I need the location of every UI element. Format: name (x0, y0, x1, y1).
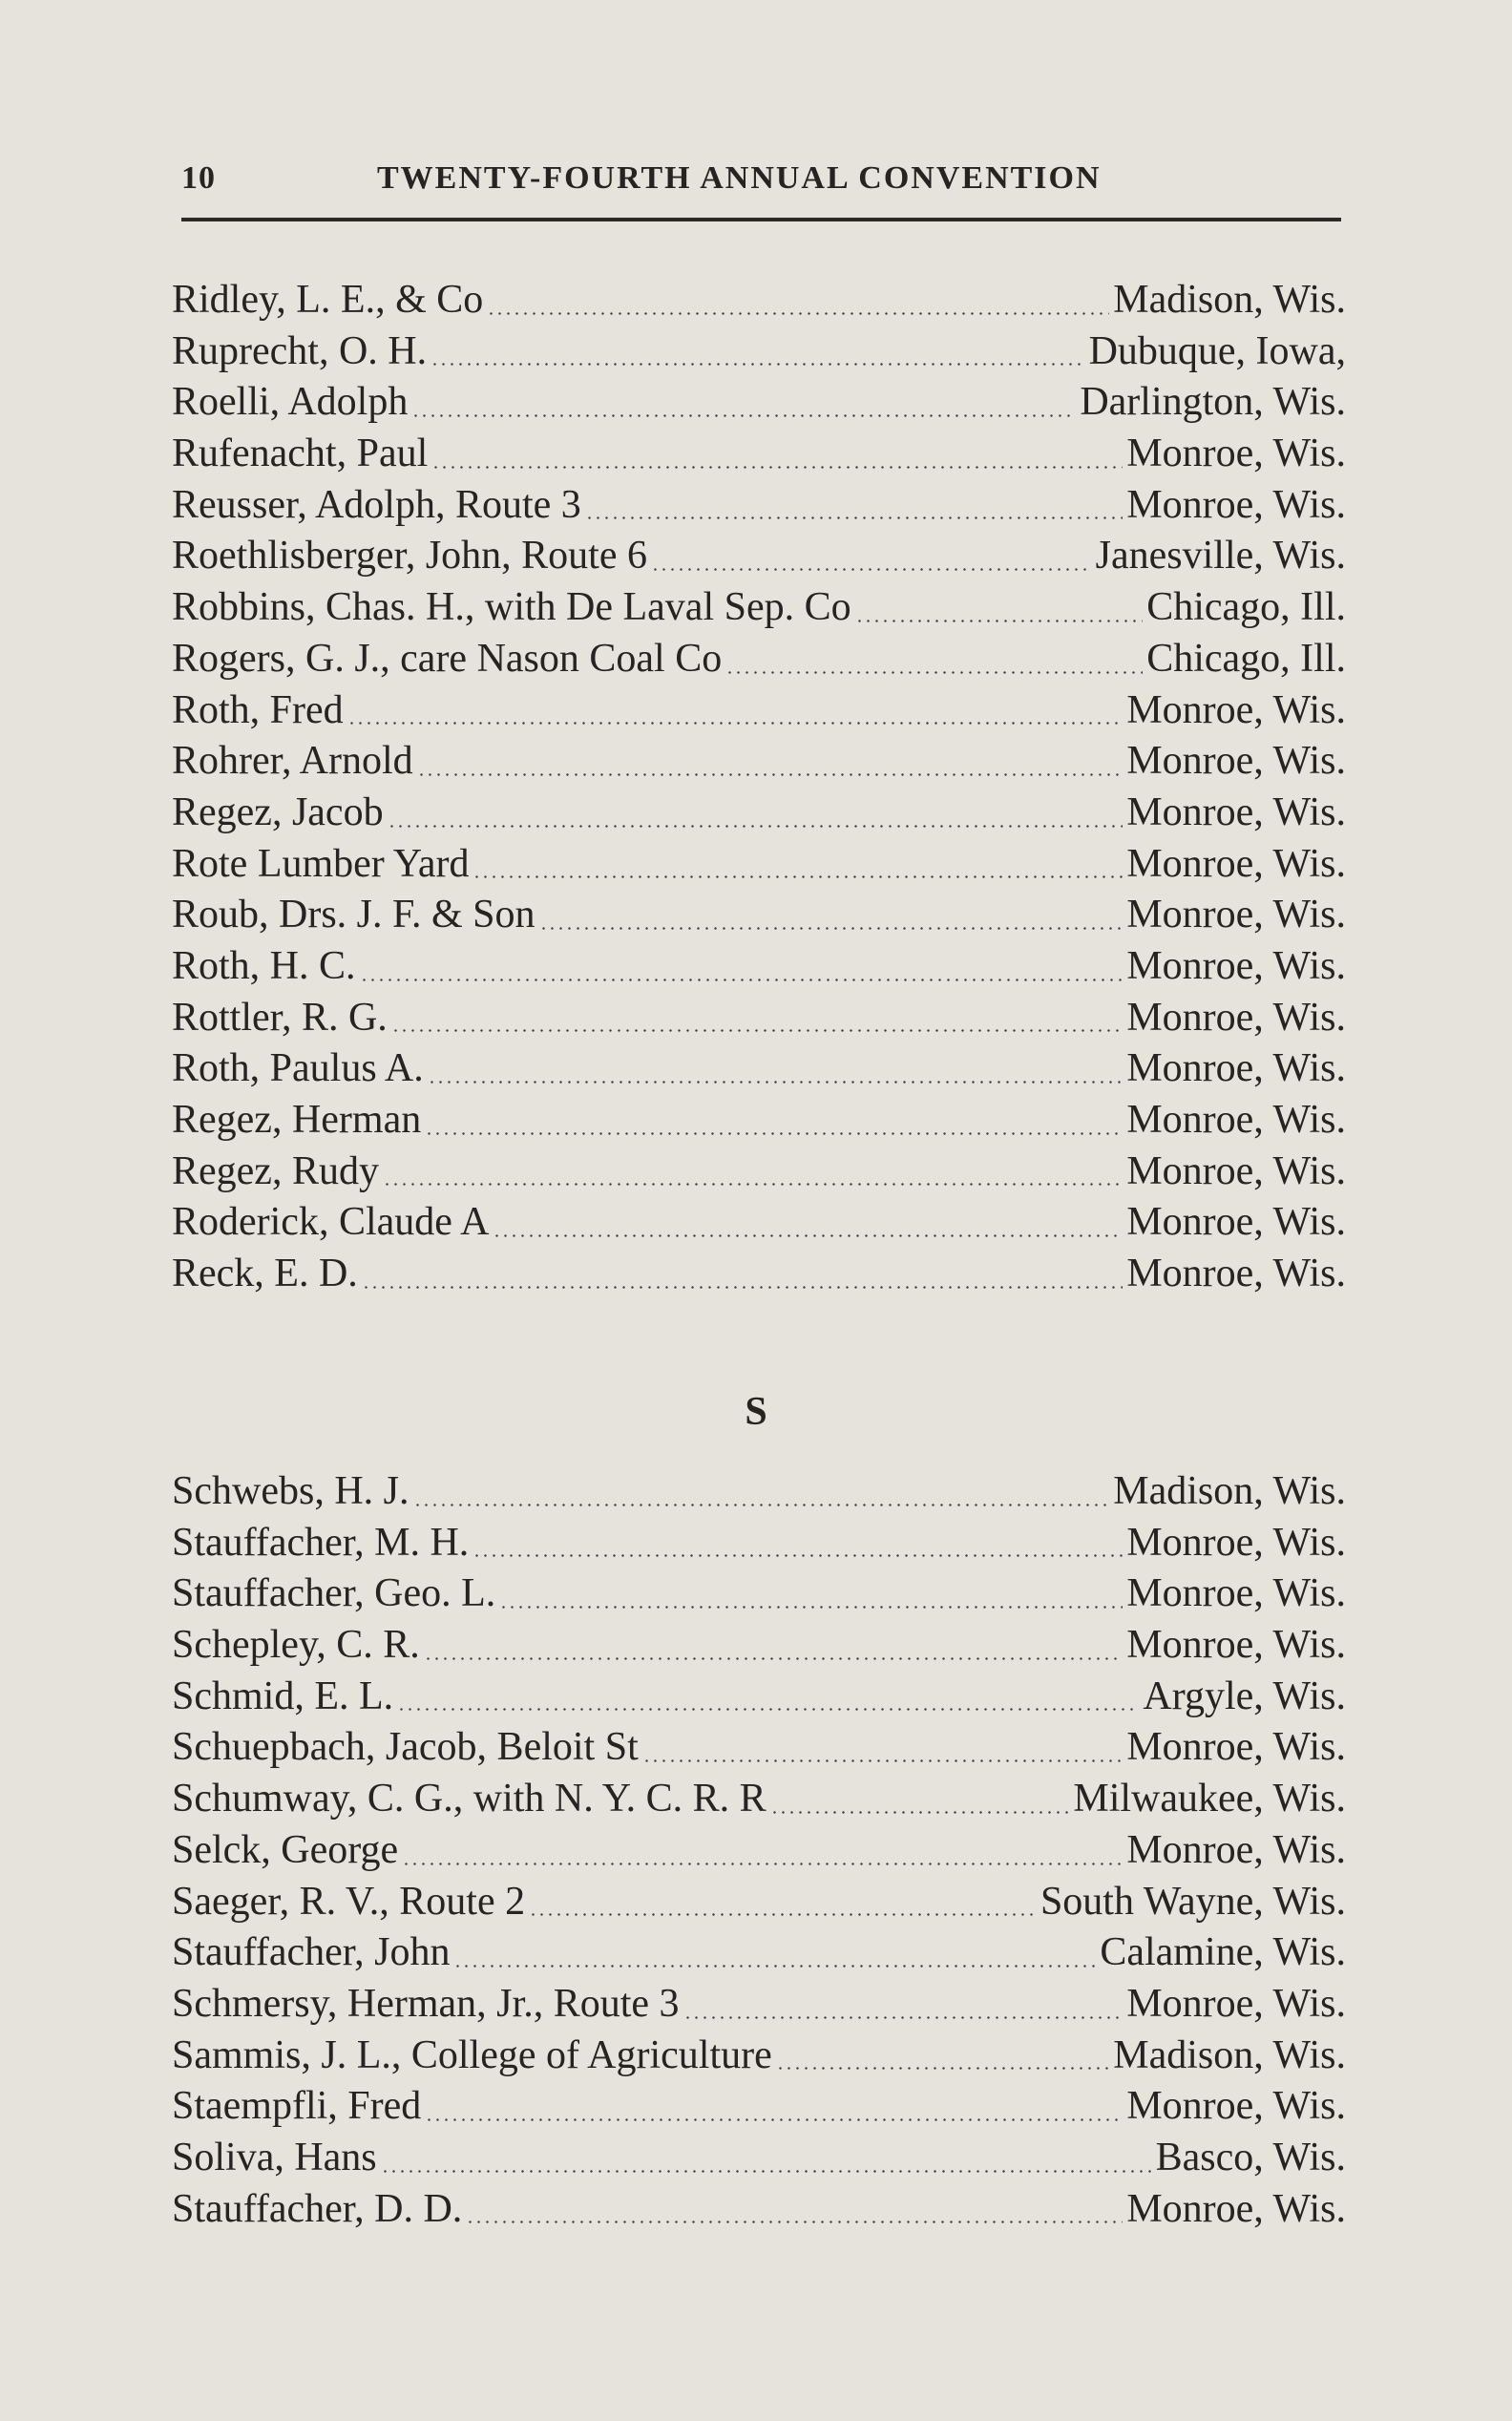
entry-place: Chicago, Ill. (1146, 636, 1346, 681)
entry-name: Schmid, E. L. (172, 1674, 394, 1718)
dot-leader (499, 1606, 1123, 1609)
entry-place: Monroe, Wis. (1126, 1046, 1346, 1091)
entry-place: Monroe, Wis. (1126, 1725, 1346, 1770)
entry-name: Stauffacher, John (172, 1930, 451, 1975)
directory-entry (172, 2135, 1346, 2186)
directory-entry (172, 1776, 1346, 1827)
entry-name: Schwebs, H. J. (172, 1469, 410, 1513)
directory-entry (172, 687, 1346, 739)
dot-leader (417, 773, 1124, 776)
running-head-title: TWENTY-FOURTH ANNUAL CONVENTION (377, 160, 1102, 196)
entry-name: Ridley, L. E., & Co (172, 278, 484, 322)
entry-name: Regez, Rudy (172, 1148, 379, 1193)
entry-name: Roth, Paulus A. (172, 1046, 424, 1091)
entry-place: Monroe, Wis. (1126, 1623, 1346, 1668)
directory-entry (172, 328, 1346, 380)
entry-place: Monroe, Wis. (1126, 432, 1346, 476)
directory-entry (172, 482, 1346, 534)
dot-leader (453, 1965, 1096, 1968)
dot-leader (770, 1811, 1070, 1814)
entry-place: Monroe, Wis. (1126, 1981, 1346, 2026)
directory-entry (172, 1148, 1346, 1200)
r-entries-list (172, 277, 1346, 1302)
entry-name: Sammis, J. L., College of Agriculture (172, 2032, 772, 2077)
dot-leader (362, 1286, 1124, 1289)
dot-leader (493, 1234, 1123, 1237)
dot-leader (428, 1081, 1124, 1084)
entry-name: Reck, E. D. (172, 1252, 358, 1296)
entry-place: Monroe, Wis. (1126, 1571, 1346, 1616)
directory-entry (172, 1097, 1346, 1148)
dot-leader (360, 979, 1124, 981)
dot-leader (431, 466, 1123, 469)
directory-entry (172, 1674, 1346, 1725)
entry-place: Monroe, Wis. (1126, 1252, 1346, 1296)
entry-place: Milwaukee, Wis. (1073, 1777, 1346, 1821)
entry-name: Regez, Jacob (172, 789, 384, 834)
directory-entry (172, 1570, 1346, 1622)
entry-place: Monroe, Wis. (1126, 841, 1346, 886)
dot-leader (725, 671, 1143, 674)
entry-place: Monroe, Wis. (1126, 789, 1346, 834)
entry-place: Monroe, Wis. (1126, 995, 1346, 1040)
header-rule (181, 218, 1341, 221)
entry-place: Monroe, Wis. (1126, 943, 1346, 988)
directory-entry (172, 584, 1346, 636)
directory-entry (172, 533, 1346, 584)
directory-entry (172, 943, 1346, 995)
directory-entry (172, 789, 1346, 841)
dot-leader (472, 875, 1123, 878)
dot-leader (425, 2118, 1123, 2121)
directory-entry (172, 1981, 1346, 2032)
entry-name: Robbins, Chas. H., with De Laval Sep. Co (172, 585, 851, 630)
entry-name: Stauffacher, D. D. (172, 2186, 463, 2231)
directory-entry (172, 892, 1346, 943)
entry-name: Schmersy, Herman, Jr., Route 3 (172, 1981, 680, 2026)
directory-entry (172, 2083, 1346, 2135)
entry-name: Ruprecht, O. H. (172, 328, 428, 373)
entry-name: Stauffacher, Geo. L. (172, 1571, 496, 1616)
entry-name: Roethlisberger, John, Route 6 (172, 534, 647, 579)
entry-place: Dubuque, Iowa, (1088, 328, 1346, 373)
entry-name: Rogers, G. J., care Nason Coal Co (172, 636, 723, 681)
entry-name: Stauffacher, M. H. (172, 1520, 470, 1565)
dot-leader (472, 1554, 1123, 1557)
dot-leader (539, 927, 1124, 930)
directory-entry (172, 431, 1346, 482)
dot-leader (347, 722, 1124, 725)
entry-place: Darlington, Wis. (1080, 380, 1346, 425)
entry-place: Madison, Wis. (1113, 2032, 1346, 2077)
dot-leader (383, 1183, 1123, 1186)
dot-leader (683, 2016, 1124, 2019)
dot-leader (642, 1759, 1124, 1762)
directory-entry (172, 2186, 1346, 2238)
directory-entry (172, 1929, 1346, 1981)
entry-place: Madison, Wis. (1113, 278, 1346, 322)
dot-leader (411, 414, 1076, 417)
directory-entry (172, 1827, 1346, 1879)
dot-leader (529, 1913, 1037, 1916)
directory-entry (172, 1724, 1346, 1776)
entry-name: Reusser, Adolph, Route 3 (172, 482, 581, 527)
dot-leader (855, 620, 1144, 622)
directory-entry (172, 995, 1346, 1046)
entry-place: Monroe, Wis. (1126, 893, 1346, 937)
entry-name: Soliva, Hans (172, 2135, 377, 2179)
entry-name: Schuepbach, Jacob, Beloit St (172, 1725, 639, 1770)
dot-leader (585, 516, 1124, 519)
entry-place: Chicago, Ill. (1146, 585, 1346, 630)
entry-place: Monroe, Wis. (1126, 1200, 1346, 1245)
dot-leader (402, 1863, 1123, 1865)
dot-leader (430, 363, 1084, 366)
directory-entry (172, 1468, 1346, 1520)
dot-leader (651, 568, 1092, 571)
directory-entry (172, 1879, 1346, 1930)
entry-name: Rottler, R. G. (172, 995, 388, 1040)
entry-place: Monroe, Wis. (1126, 1148, 1346, 1193)
directory-entry (172, 1251, 1346, 1302)
entry-place: Monroe, Wis. (1126, 1098, 1346, 1142)
directory-entry (172, 1622, 1346, 1674)
dot-leader (425, 1132, 1123, 1135)
s-entries-list (172, 1468, 1346, 2237)
entry-name: Staempfli, Fred (172, 2084, 422, 2129)
directory-entry (172, 738, 1346, 789)
page-header (181, 160, 1341, 202)
directory-entry (172, 1199, 1346, 1251)
entry-name: Rufenacht, Paul (172, 432, 429, 476)
entry-name: Rohrer, Arnold (172, 739, 413, 784)
entry-place: Argyle, Wis. (1143, 1674, 1346, 1718)
entry-name: Roelli, Adolph (172, 380, 409, 425)
directory-entry (172, 1045, 1346, 1097)
entry-name: Roth, Fred (172, 687, 344, 732)
directory-entry (172, 636, 1346, 687)
page-number: 10 (181, 160, 216, 196)
entry-place: Janesville, Wis. (1095, 534, 1346, 579)
entry-place: Monroe, Wis. (1126, 739, 1346, 784)
entry-place: Monroe, Wis. (1126, 482, 1346, 527)
entry-name: Saeger, R. V., Route 2 (172, 1879, 526, 1924)
entry-place: Monroe, Wis. (1126, 2186, 1346, 2231)
dot-leader (466, 2221, 1123, 2223)
entry-name: Schepley, C. R. (172, 1623, 420, 1668)
entry-name: Schumway, C. G., with N. Y. C. R. R (172, 1777, 766, 1821)
dot-leader (381, 2170, 1152, 2173)
entry-name: Regez, Herman (172, 1098, 422, 1142)
dot-leader (391, 1029, 1124, 1032)
section-letter: S (745, 1390, 767, 1434)
entry-name: Roderick, Claude A (172, 1200, 490, 1245)
entry-name: Selck, George (172, 1827, 399, 1872)
entry-place: Monroe, Wis. (1126, 1520, 1346, 1565)
directory-entry (172, 1520, 1346, 1571)
dot-leader (424, 1657, 1124, 1660)
entry-name: Roth, H. C. (172, 943, 356, 988)
directory-entry (172, 2032, 1346, 2084)
dot-leader (413, 1504, 1110, 1506)
directory-entry (172, 841, 1346, 893)
entry-name: Rote Lumber Yard (172, 841, 470, 886)
entry-place: Monroe, Wis. (1126, 1827, 1346, 1872)
dot-leader (776, 2067, 1110, 2070)
entry-place: Monroe, Wis. (1126, 2084, 1346, 2129)
dot-leader (397, 1708, 1139, 1711)
entry-place: Basco, Wis. (1155, 2135, 1346, 2179)
dot-leader (388, 825, 1124, 828)
directory-entry (172, 277, 1346, 328)
entry-name: Roub, Drs. J. F. & Son (172, 893, 536, 937)
dot-leader (487, 312, 1109, 315)
entry-place: Madison, Wis. (1113, 1469, 1346, 1513)
directory-entry (172, 379, 1346, 431)
entry-place: Calamine, Wis. (1100, 1930, 1346, 1975)
entry-place: Monroe, Wis. (1126, 687, 1346, 732)
entry-place: South Wayne, Wis. (1040, 1879, 1346, 1924)
